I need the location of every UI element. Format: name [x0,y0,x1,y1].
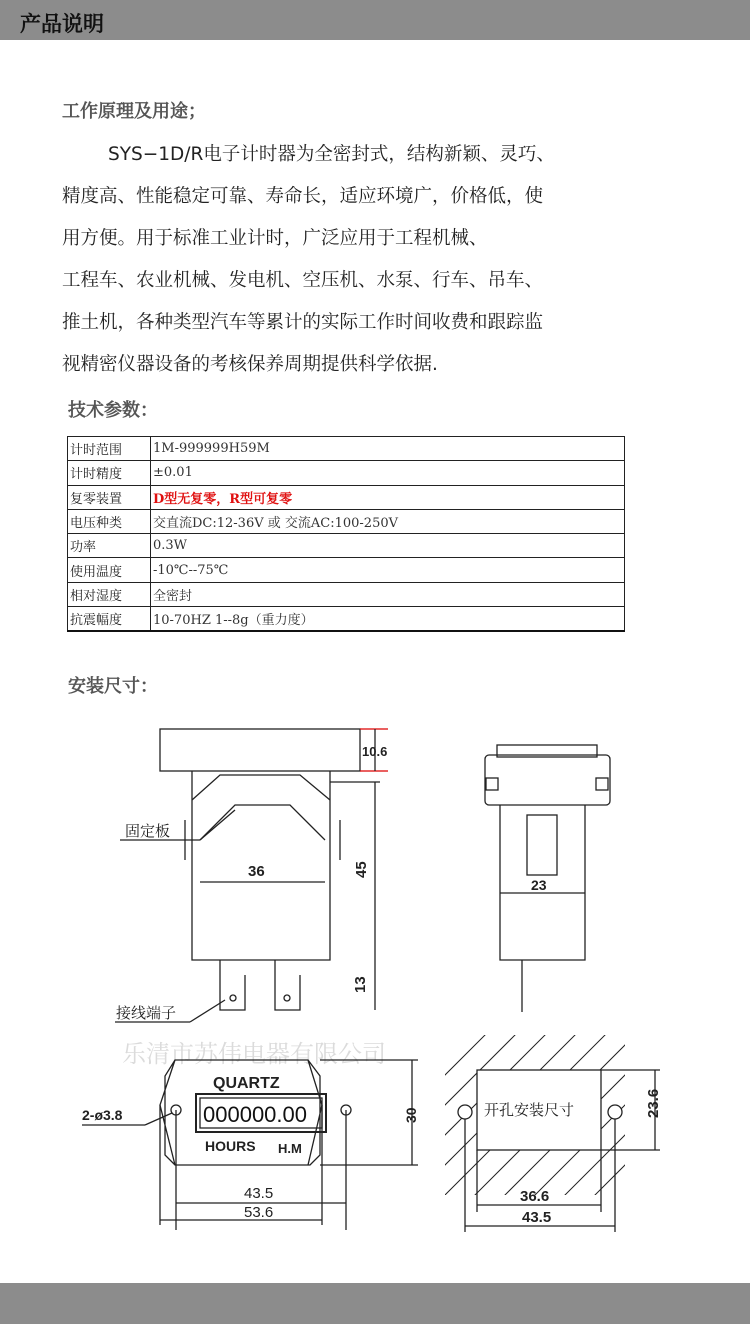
spec-value: 全密封 [151,582,625,606]
spec-key: 使用温度 [68,558,151,582]
table-row [68,485,625,509]
install-heading: 安装尺寸： [68,676,158,697]
spec-key: 复零装置 [68,485,151,509]
front-hole-label: 2-ø3.8 [82,1107,123,1123]
spec-key: 计时范围 [68,437,151,461]
spec-value: ±0.01 [151,461,625,485]
specs-table [67,436,625,632]
table-row [68,437,625,461]
dim-front-inner: 43.5 [244,1185,274,1202]
intro-line: 推土机，各种类型汽车等累计的实际工作时间收费和跟踪监 [62,312,544,333]
table-row [68,509,625,533]
specs-heading: 技术参数： [68,400,158,421]
label-terminal: 接线端子 [116,1005,177,1022]
intro-line: 精度高、性能稳定可靠、寿命长，适应环境广，价格低，使 [62,186,544,207]
label-plate: 固定板 [125,823,171,840]
side-view [115,729,388,1022]
spec-value: 0.3W [151,534,625,558]
table-row [68,461,625,485]
watermark: 乐清市苏伟电器有限公司 [122,1041,386,1068]
front-unit: H.M [278,1141,302,1156]
intro-paragraph [62,134,622,386]
spec-key: 相对湿度 [68,582,151,606]
spec-key: 抗震幅度 [68,607,151,631]
dim-width: 36 [248,863,265,880]
dim-cutout-outer: 43.5 [522,1209,552,1226]
intro-line: SYS−1D/R电子计时器为全密封式，结构新颖、灵巧、 [108,144,555,165]
spec-value: D型无复零，R型可复零 [151,485,625,509]
spec-value: 1M-999999H59M [151,437,625,461]
top-banner [0,0,750,40]
intro-line: 视精密仪器设备的考核保养周期提供科学依据. [62,354,438,375]
spec-key: 电压种类 [68,509,151,533]
front-view [82,1060,419,1230]
banner-title: 产品说明 [20,12,104,36]
intro-line: 工程车、农业机械、发电机、空压机、水泵、行车、吊车、 [62,270,544,291]
table-row [68,534,625,558]
spec-value: -10℃--75℃ [151,558,625,582]
bottom-banner [0,1283,750,1324]
spec-value: 10-70HZ 1--8g（重力度） [151,607,625,631]
dim-front-height: 30 [403,1107,419,1123]
front-brand: QUARTZ [213,1075,280,1092]
dim-height: 45 [353,861,370,878]
intro-heading: 工作原理及用途； [62,101,206,122]
front-display: 000000.00 [203,1102,307,1127]
dim-top: 10.6 [362,744,388,759]
dim-terminal: 13 [352,976,369,993]
dim-cutout-inner: 36.6 [520,1188,550,1205]
end-view [485,745,610,1012]
dimension-drawing [0,700,750,1260]
cutout-label: 开孔安装尺寸 [484,1102,575,1119]
table-row [68,558,625,582]
dim-cutout-height: 23.6 [645,1088,662,1118]
cutout-view [440,1020,662,1232]
dim-front-outer: 53.6 [244,1204,274,1221]
spec-key: 计时精度 [68,461,151,485]
intro-line: 用方便。用于标准工业计时，广泛应用于工程机械、 [62,228,488,249]
spec-key: 功率 [68,534,151,558]
table-row [68,582,625,606]
spec-value: 交直流DC:12-36V 或 交流AC:100-250V [151,509,625,533]
dim-end-width: 23 [531,877,547,893]
table-row [68,607,625,631]
front-hours: HOURS [205,1138,256,1154]
